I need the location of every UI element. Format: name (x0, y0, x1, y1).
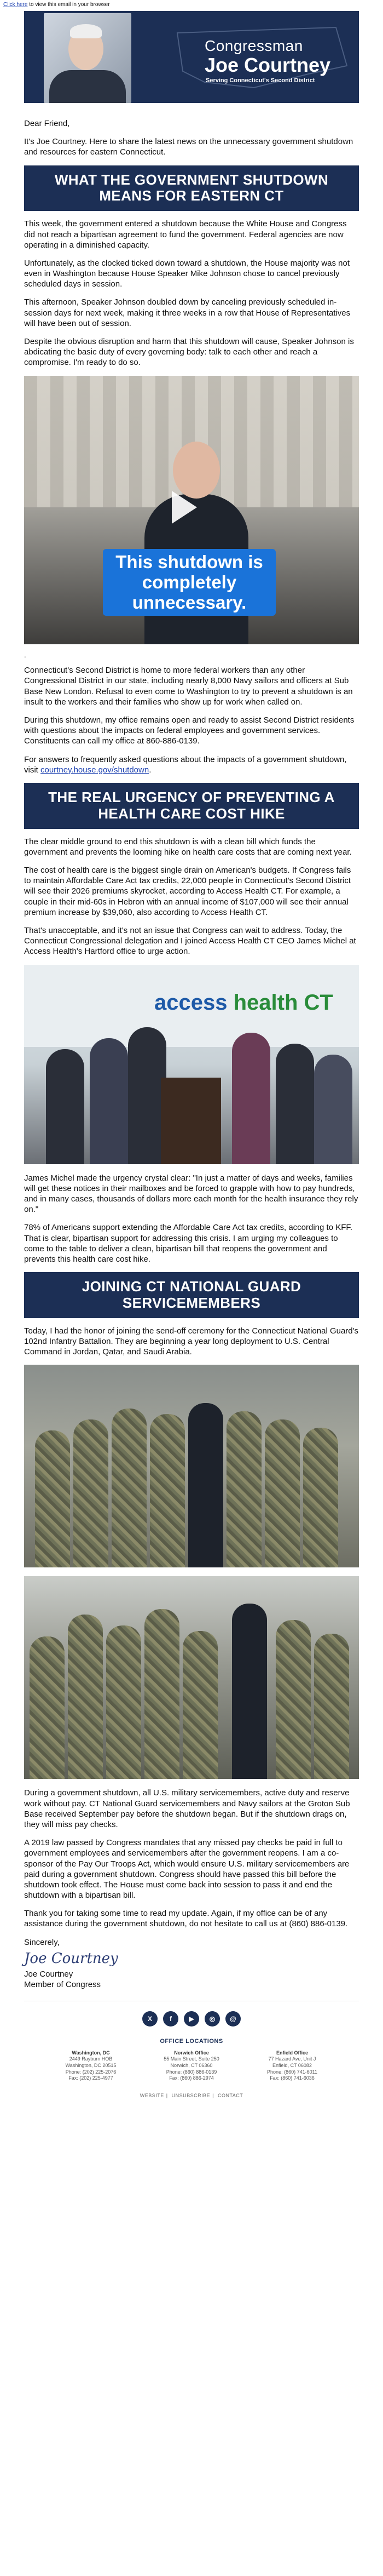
shutdown-paragraph-5: Connecticut's Second District is home to more federal workers than any other Congressional District in our state, including nearly 8,000 Navy sailors and officers at Sub Base New London. Refusal to even come to Washington to try to prevent a shutdown is an insult to the workers and their families who show up for work when called on. (24, 666, 353, 707)
shutdown-paragraph-4: Despite the obvious disruption and harm that this shutdown will cause, Speaker Johnson is abdicating the basic duty of every governing body: talk to each other and reach a compromise. I'm ready to do so. (24, 337, 354, 368)
offices-title: OFFICE LOCATIONS (160, 2038, 223, 2045)
youtube-icon[interactable]: ▶ (184, 2011, 199, 2027)
x-icon[interactable]: X (142, 2011, 158, 2027)
header-banner (24, 11, 359, 103)
facebook-icon[interactable]: f (163, 2011, 178, 2027)
health-paragraph-3: That's unacceptable, and it's not an issue that Congress can wait to address. Today, the Connecticut Congressional delegation and I joined Access Health CT CEO James Michel at Access Health's Hartford office to urge action. (24, 926, 356, 957)
guard-paragraph-1: Today, I had the honor of joining the send-off ceremony for the Connecticut National Guard's 102nd Infantry Battalion. They are beginning a year long deployment to U.S. Central Command in Jordan, Qatar, and Saudi Arabia. (24, 1326, 359, 1357)
website-link[interactable]: WEBSITE (140, 2093, 164, 2098)
sign-off (24, 1937, 359, 1990)
threads-icon[interactable]: @ (225, 2011, 241, 2027)
view-in-browser-link[interactable]: Click here (3, 2, 28, 8)
national-guard-photo-1 (24, 1365, 359, 1567)
guard-paragraph-2: During a government shutdown, all U.S. military servicemembers, active duty and reserve work without pay. CT National Guard servicemembers and Navy sailors at the Groton Sub Base received September pay before the shutdown began. But if the shutdown drags on, they will miss pay checks. (24, 1788, 350, 1829)
office-enfield: Enfield Office 77 Hazard Ave, Unit J Enfield, CT 06082 Phone: (860) 741-6011 Fax: (860) 741-6036 (267, 2050, 317, 2081)
video-caption: This shutdown is completely unnecessary. (103, 549, 276, 616)
section-title-health-care: THE REAL URGENCY OF PREVENTING A HEALTH CARE COST HIKE (24, 783, 359, 829)
shutdown-paragraph-3: This afternoon, Speaker Johnson doubled down by canceling previously scheduled in-session days for next week, making it three weeks in a row that House of Representatives will have been out of session. (24, 297, 351, 328)
section-title-shutdown: WHAT THE GOVERNMENT SHUTDOWN MEANS FOR EASTERN CT (24, 165, 359, 211)
shutdown-faq-link[interactable]: courtney.house.gov/shutdown (40, 765, 149, 775)
press-conference-photo (24, 965, 359, 1164)
header-title-line2: Joe Courtney (205, 54, 331, 76)
signature: Joe Courtney (24, 1950, 118, 1967)
health-paragraph-4: James Michel made the urgency crystal clear: "In just a matter of days and weeks, families will get these notices in their mailboxes and be forced to grapple with how to pay hundreds, and in many cases, thousands of dollars more each month for the health insurance they rely on." (24, 1173, 358, 1215)
shutdown-paragraph-1: This week, the government entered a shutdown because the White House and Congress did not reach a bipartisan agreement to fund the government. Federal agencies are now operating in a diminished capacity. (24, 219, 347, 250)
podium (161, 1078, 221, 1164)
guard-paragraph-3: A 2019 law passed by Congress mandates that any missed pay checks be paid in full to government employees and servicemembers after the government reopens. I am a co-sponsor of the Pay Our Troops Act, which would ensure U.S. military servicemembers are paid during a government shutdown. Congress should have passed this bill before the shutdown took effect. The House must come back into session to pass it and end the shutdown with a bipartisan bill. (24, 1838, 350, 1900)
view-in-browser-text: to view this email in your browser (27, 2, 110, 8)
stray-period: . (24, 650, 26, 659)
unsubscribe-link[interactable]: UNSUBSCRIBE (171, 2093, 211, 2098)
instagram-icon[interactable]: ◎ (205, 2011, 220, 2027)
access-health-logo: access health CT (154, 990, 333, 1015)
contact-link[interactable]: CONTACT (217, 2093, 243, 2098)
signer-name: Joe Courtney (24, 1970, 73, 1979)
signer-title: Member of Congress (24, 1980, 101, 1990)
shutdown-paragraph-6: During this shutdown, my office remains open and ready to assist Second District residents with questions about the impacts on federal employees and government services. Constituents can call my office at 860-886-0139. (24, 715, 355, 746)
closing-paragraph: Thank you for taking some time to read my update. Again, if my office can be of any assistance during the government shutdown, do not hesitate to call us at (860) 886-0139. (24, 1909, 348, 1929)
footer (24, 2001, 359, 2109)
section-title-national-guard: JOINING CT NATIONAL GUARD SERVICEMEMBERS (24, 1272, 359, 1318)
video-thumbnail[interactable] (24, 376, 359, 644)
shutdown-paragraph-7: For answers to frequently asked questions about the impacts of a government shutdown, visit courtney.house.gov/shutdown. (24, 754, 347, 775)
intro-paragraph: It's Joe Courtney. Here to share the latest news on the unnecessary government shutdown and resources for eastern Connecticut. (24, 137, 353, 157)
view-in-browser-bar (0, 0, 383, 10)
congressman-photo (44, 13, 131, 103)
office-norwich: Norwich Office 55 Main Street, Suite 250 Norwich, CT 06360 Phone: (860) 886-0139 Fax: (860) 886-2974 (164, 2050, 219, 2081)
health-paragraph-5: 78% of Americans support extending the Affordable Care Act tax credits, according to KFF. That is clear, bipartisan support for addressing this crisis. I am urging my colleagues to come to the table to deliver a clean, bipartisan bill that reopens the government and prevents this health care cost hike. (24, 1223, 353, 1264)
greeting: Dear Friend, (24, 119, 70, 128)
header-tagline: Serving Connecticut's Second District (206, 77, 315, 84)
shutdown-paragraph-2: Unfortunately, as the clocked ticked down toward a shutdown, the House majority was not even in Washington because House Speaker Mike Johnson chose to cancel previously scheduled days in session. (24, 258, 350, 289)
play-icon[interactable] (172, 491, 197, 524)
health-paragraph-2: The cost of health care is the biggest single drain on American's budgets. If Congress fails to maintain Affordable Care Act tax credits, 22,000 people in Connecticut's Second District will see their 2026 premiums skyrocket, according to Access Health CT. For example, a couple in their mid-60s in Hebron with an annual income of $107,000 will see their annual premium increase by $39,060, also according to Access Health CT. (24, 866, 351, 917)
health-paragraph-1: The clear middle ground to end this shutdown is with a clean bill which funds the government and prevents the looming hike on health care costs that are coming next year. (24, 837, 352, 857)
office-dc: Washington, DC 2449 Rayburn HOB Washington, DC 20515 Phone: (202) 225-2076 Fax: (202) 225-4977 (65, 2050, 117, 2081)
office-locations (24, 2050, 359, 2082)
header-title-line1: Congressman (205, 37, 303, 54)
national-guard-photo-2 (24, 1576, 359, 1779)
social-links (24, 2011, 359, 2027)
footer-links: WEBSITE | UNSUBSCRIBE | CONTACT (140, 2093, 243, 2098)
sincerely: Sincerely, (24, 1937, 60, 1947)
